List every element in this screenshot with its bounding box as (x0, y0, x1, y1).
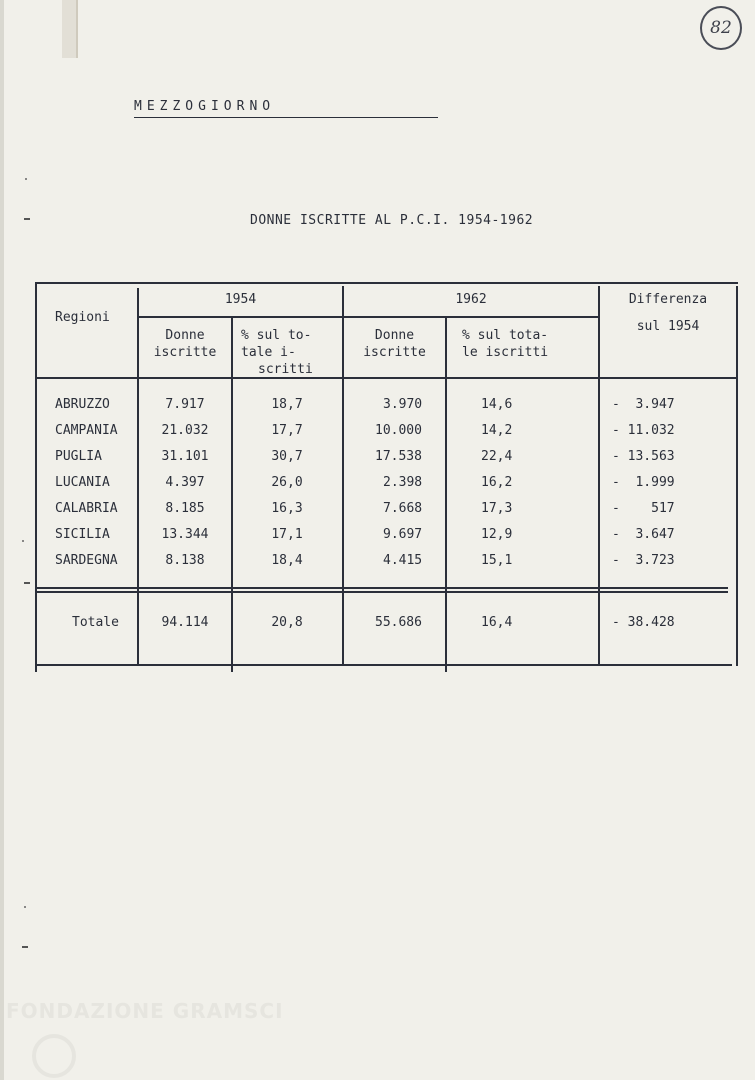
cell-region: LUCANIA (55, 475, 110, 490)
header-differenza-sub: sul 1954 (636, 319, 700, 334)
header-line: Donne (374, 328, 415, 343)
cell-total-label: Totale (72, 615, 119, 630)
header-1954-donne (139, 327, 231, 361)
cell-donne-1954: 31.101 (161, 449, 209, 464)
margin-tick (24, 582, 30, 584)
cell-pct-1954: 26,0 (271, 475, 303, 490)
cell-region: CALABRIA (55, 501, 118, 516)
page-edge (0, 0, 4, 1080)
cell-diff: - 11.032 (612, 423, 675, 438)
cell-pct-1962: 12,9 (481, 527, 513, 542)
table-bottom-rule (35, 664, 732, 666)
cell-donne-1962: 9.697 (383, 527, 423, 542)
col-rule (598, 286, 600, 666)
header-line: % sul to- (241, 328, 312, 343)
header-line: % sul tota- (462, 328, 549, 343)
col-rule (35, 282, 37, 672)
cell-donne-1954: 21.032 (161, 423, 209, 438)
cell-region: ABRUZZO (55, 397, 110, 412)
cell-pct-1962: 17,3 (481, 501, 513, 516)
cell-donne-1954: 4.397 (165, 475, 205, 490)
col-rule (736, 286, 738, 666)
header-line: tale i- (241, 345, 296, 360)
header-line: iscritte (153, 345, 217, 360)
cell-pct-1954: 17,1 (271, 527, 303, 542)
cell-diff: - 517 (612, 501, 675, 516)
cell-total-donne-1954: 94.114 (161, 615, 209, 630)
margin-tick (24, 218, 30, 220)
header-line: le iscritti (462, 345, 549, 360)
margin-dot (25, 178, 27, 180)
header-regioni: Regioni (55, 310, 110, 325)
page-number-stamp: 82 (700, 6, 742, 50)
cell-region: PUGLIA (55, 449, 102, 464)
cell-pct-1962: 14,2 (481, 423, 513, 438)
cell-diff: - 3.723 (612, 553, 675, 568)
cell-pct-1962: 15,1 (481, 553, 513, 568)
cell-donne-1954: 8.138 (165, 553, 205, 568)
header-bottom-rule (35, 377, 738, 379)
margin-tick (22, 946, 28, 948)
cell-region: CAMPANIA (55, 423, 118, 438)
cell-donne-1962: 7.668 (383, 501, 423, 516)
margin-dot (24, 906, 26, 908)
cell-diff: - 13.563 (612, 449, 675, 464)
cell-pct-1954: 16,3 (271, 501, 303, 516)
cell-donne-1962: 4.415 (383, 553, 423, 568)
archive-watermark: FONDAZIONE GRAMSCI (6, 999, 284, 1023)
cell-region: SARDEGNA (55, 553, 118, 568)
cell-pct-1962: 16,2 (481, 475, 513, 490)
header-1962-pct (462, 327, 548, 361)
cell-pct-1962: 22,4 (481, 449, 513, 464)
cell-pct-1954: 30,7 (271, 449, 303, 464)
header-line: Donne (165, 328, 205, 343)
cell-diff: - 3.947 (612, 397, 675, 412)
cell-total-diff: - 38.428 (612, 615, 675, 630)
cell-donne-1954: 7.917 (165, 397, 205, 412)
table-title: DONNE ISCRITTE AL P.C.I. 1954-1962 (250, 213, 534, 228)
total-rule-2 (35, 591, 728, 593)
cell-total-donne-1962: 55.686 (375, 615, 422, 630)
col-rule (445, 318, 447, 672)
cell-pct-1954: 18,7 (271, 397, 303, 412)
cell-region: SICILIA (55, 527, 110, 542)
page-heading: MEZZOGIORNO (134, 100, 438, 118)
margin-dot (22, 540, 24, 542)
header-line: scritti (258, 362, 313, 377)
cell-total-pct-1954: 20,8 (271, 615, 303, 630)
cell-donne-1962: 3.970 (383, 397, 423, 412)
header-year-1954: 1954 (224, 292, 257, 307)
header-1954-pct (241, 327, 313, 378)
cell-total-pct-1962: 16,4 (481, 615, 513, 630)
cell-donne-1954: 8.185 (165, 501, 205, 516)
cell-donne-1962: 2.398 (383, 475, 423, 490)
watermark-logo-icon (32, 1034, 76, 1078)
cell-donne-1962: 10.000 (375, 423, 422, 438)
header-line: iscritte (363, 345, 426, 360)
cell-pct-1954: 18,4 (271, 553, 303, 568)
table-top-rule (35, 282, 738, 284)
cell-pct-1962: 14,6 (481, 397, 513, 412)
cell-diff: - 1.999 (612, 475, 675, 490)
header-1962-donne (344, 327, 445, 361)
header-differenza: Differenza (628, 292, 708, 307)
year-header-rule (139, 316, 599, 318)
header-year-1962: 1962 (455, 292, 487, 307)
cell-diff: - 3.647 (612, 527, 675, 542)
cell-pct-1954: 17,7 (271, 423, 303, 438)
total-rule-1 (35, 587, 728, 589)
cell-donne-1954: 13.344 (161, 527, 209, 542)
cell-donne-1962: 17.538 (375, 449, 422, 464)
binding-mark (62, 0, 78, 58)
